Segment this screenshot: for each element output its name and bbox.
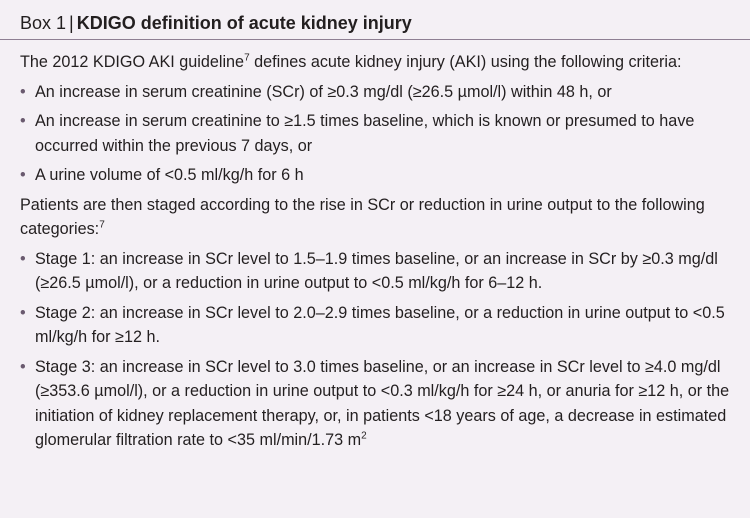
stage-item: • Stage 1: an increase in SCr level to 1.5–1.9 times baseline, or an increase in SCr by ≥0.3 mg/dl (≥26.5 µmol/l), or a reduction in urine output to <0.5 ml/kg/h for 6–12 h. (20, 247, 732, 296)
box-label: Box 1 (20, 13, 67, 33)
stages-list (20, 247, 732, 453)
criteria-item: • A urine volume of <0.5 ml/kg/h for 6 h (20, 163, 732, 188)
criteria-item: • An increase in serum creatinine (SCr) of ≥0.3 mg/dl (≥26.5 µmol/l) within 48 h, or (20, 80, 732, 105)
stage3-superscript: 2 (361, 430, 367, 442)
box-title: KDIGO definition of acute kidney injury (76, 13, 412, 33)
intro-text-after: defines acute kidney injury (AKI) using the following criteria: (249, 53, 682, 71)
staging-reference: 7 (99, 219, 105, 231)
stage-item: • Stage 2: an increase in SCr level to 2.0–2.9 times baseline, or a reduction in urine output to <0.5 ml/kg/h for ≥12 h. (20, 301, 732, 350)
intro-text-before: The 2012 KDIGO AKI guideline (20, 53, 245, 71)
staging-paragraph (20, 193, 732, 242)
criteria-list (20, 80, 732, 188)
stage-item (20, 355, 732, 453)
intro-reference: 7 (244, 52, 250, 64)
staging-text: Patients are then staged according to the rise in SCr or reduction in urine output to the following categories: (20, 195, 705, 238)
criteria-item: • An increase in serum creatinine to ≥1.5 times baseline, which is known or presumed to have occurred within the previous 7 days, or (20, 109, 732, 158)
box-header (0, 0, 750, 40)
box-content (0, 40, 750, 453)
box-separator: | (69, 13, 74, 33)
intro-paragraph (20, 50, 732, 75)
stage3-text: Stage 3: an increase in SCr level to 3.0 times baseline, or an increase in SCr level to ≥4.0 mg/dl (≥353.6 µmol/l), or a reduction in urine output to <0.3 ml/kg/h for ≥24 h, or anuria for ≥12 h, or the initiation of kidney replacement therapy, or, in patients <18 years of age, a decrease in estimated glomerular filtration rate to <35 ml/min/1.73 m (35, 357, 730, 449)
